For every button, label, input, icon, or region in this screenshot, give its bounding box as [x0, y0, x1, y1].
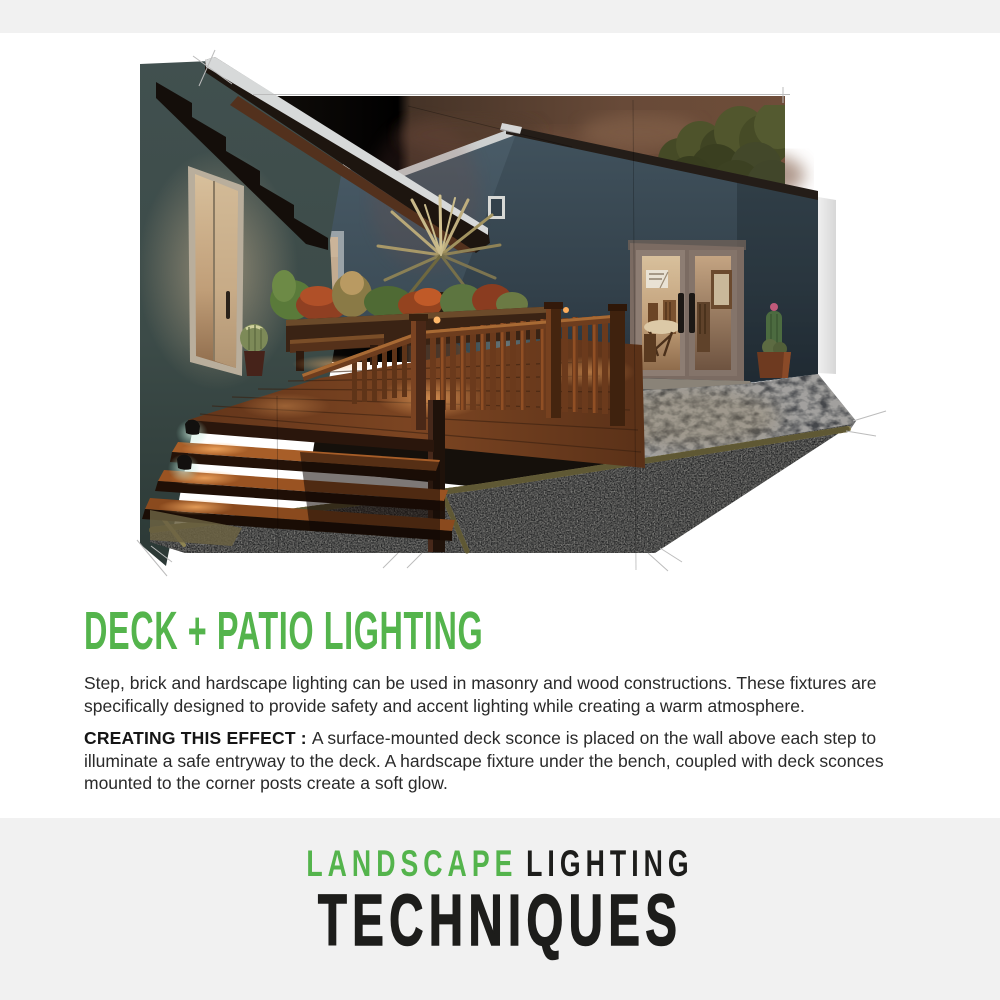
brand-word-landscape: LANDSCAPE — [306, 843, 518, 884]
footer-brand-line — [0, 845, 1000, 882]
step-sconce-lower — [168, 454, 200, 482]
door-handle-left — [678, 293, 684, 333]
footer-title-line — [0, 881, 1000, 961]
brand-title-techniques: TECHNIQUES — [317, 881, 683, 961]
patio-door-left — [636, 250, 685, 376]
framed-picture — [711, 270, 732, 309]
deck-steps — [142, 419, 455, 546]
entry-door — [188, 166, 244, 376]
post-sconce — [563, 307, 569, 313]
post-sconce — [434, 317, 441, 324]
patio-door-right — [689, 250, 737, 376]
door-handle-right — [689, 293, 695, 333]
section-paragraph-2 — [84, 727, 936, 795]
section-heading: DECK + PATIO LIGHTING — [84, 601, 484, 661]
effect-text: A surface-mounted deck sconce is placed on the wall above each step to illuminate a safe entryway to the deck. A hardscape fixture under the bench, coupled with deck sconces mounted to the corner posts create a soft glow. — [84, 728, 884, 793]
side-panel — [818, 197, 836, 374]
section-paragraph-1: Step, brick and hardscape lighting can be used in masonry and wood constructions. These fixtures are specifically designed to provide safety and accent lighting while creating a warm atmosphere. — [84, 673, 877, 716]
effect-label: CREATING THIS EFFECT : — [84, 728, 307, 748]
step-sconce-upper — [176, 419, 208, 447]
text-section — [84, 601, 936, 795]
brand-word-lighting: LIGHTING — [526, 843, 694, 884]
